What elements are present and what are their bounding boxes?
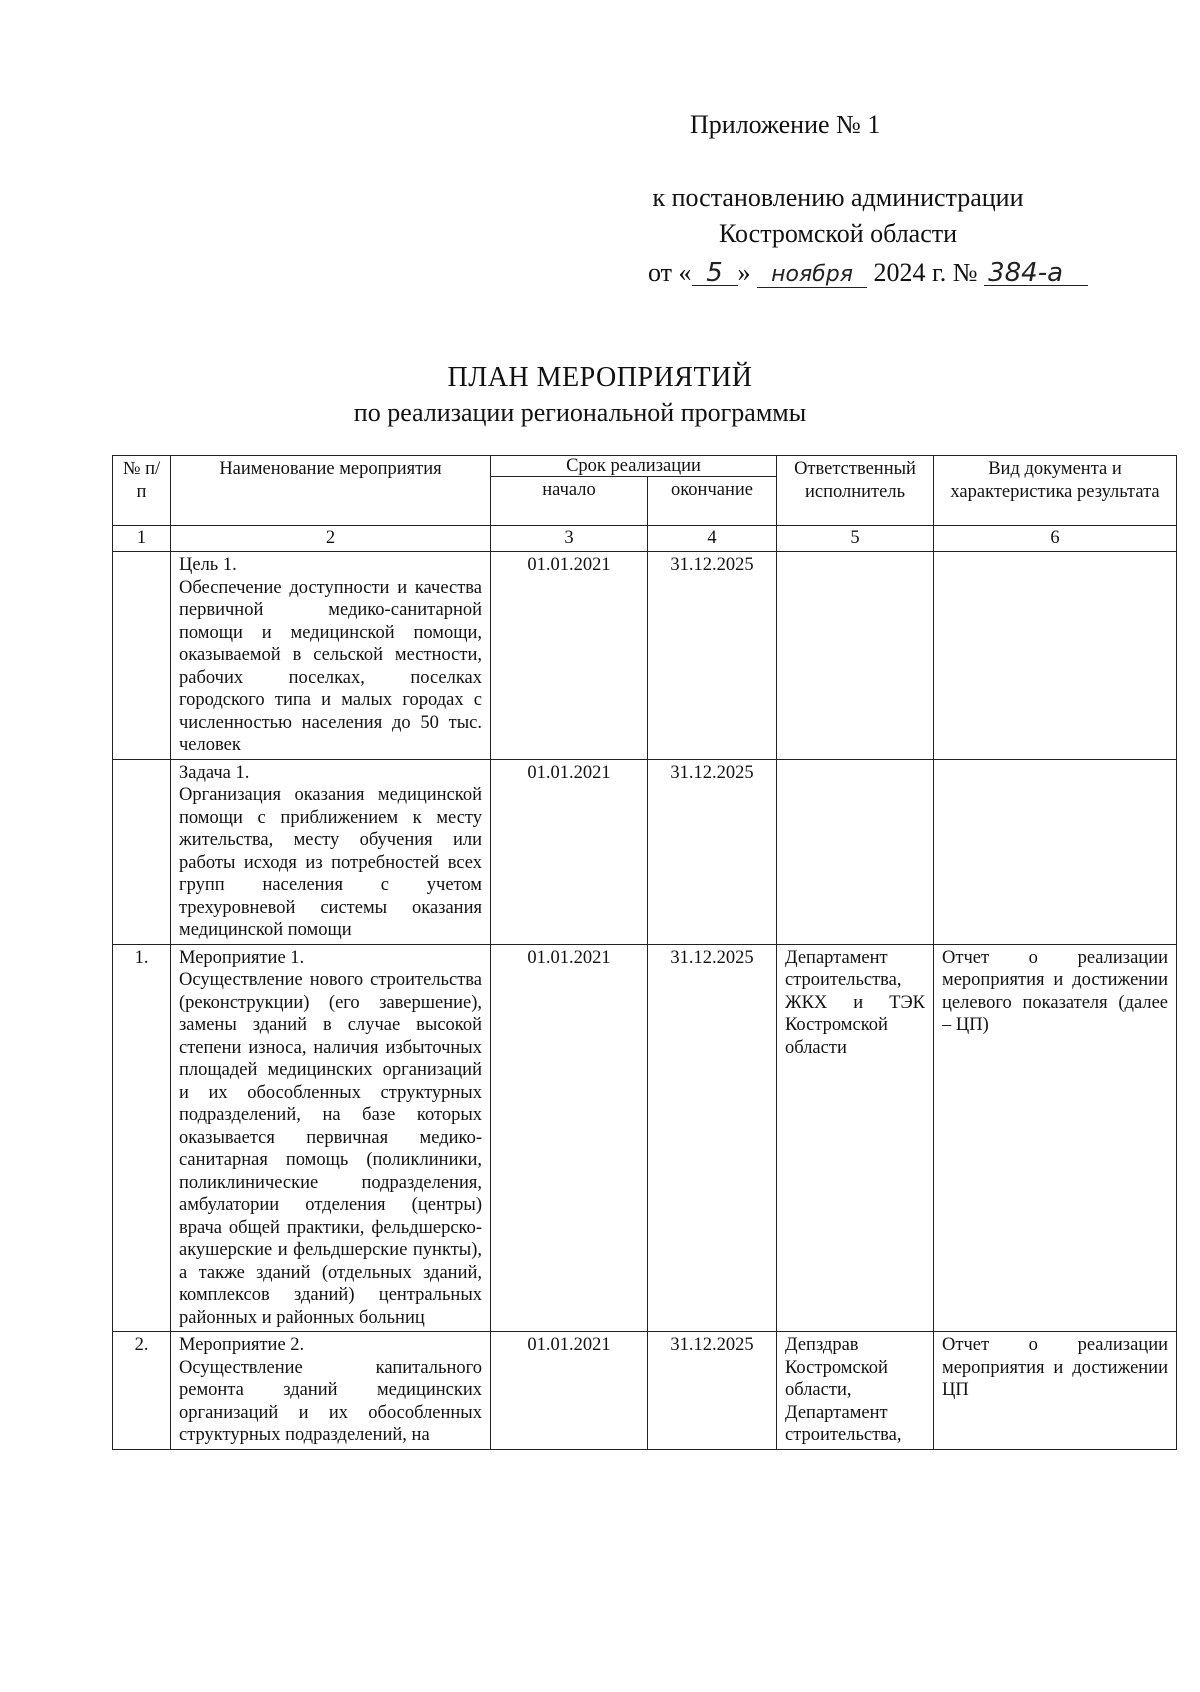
row-title: Цель 1. — [179, 555, 237, 575]
date-prefix: от « — [648, 258, 692, 287]
row-name — [171, 759, 491, 944]
handwritten-doc-number: 384-а — [984, 261, 1088, 286]
row-text: Организация оказания медицинской помощи с приближением к месту жительства, месту обучения или работы исходя из потребностей всех групп населения с учетом трехуровневой системы оказания медицинской помощи — [179, 785, 482, 940]
row-num: 2. — [113, 1332, 171, 1450]
date-year: 2024 г. № — [873, 258, 978, 287]
row-name — [171, 944, 491, 1332]
row-responsible — [777, 759, 934, 944]
row-end: 31.12.2025 — [648, 759, 777, 944]
row-result — [934, 552, 1177, 760]
annex-label: Приложение № 1 — [690, 110, 881, 139]
row-title: Задача 1. — [179, 762, 250, 783]
row-num: 1. — [113, 944, 171, 1332]
column-number: 4 — [648, 526, 777, 552]
plan-table — [112, 455, 1177, 1450]
column-number-row — [113, 526, 1177, 552]
row-name — [171, 552, 491, 760]
row-end: 31.12.2025 — [648, 552, 777, 760]
resolution-line-2: Костромской области — [718, 219, 958, 248]
header-num: № п/п — [113, 456, 171, 526]
resolution-date-line — [648, 258, 1088, 288]
handwritten-day: 5 — [692, 261, 738, 286]
header-start: начало — [491, 477, 648, 526]
column-number: 3 — [491, 526, 648, 552]
header-period: Срок реализации — [491, 456, 777, 477]
row-responsible: Департамент строительства, ЖКХ и ТЭК Костромской области — [777, 944, 934, 1332]
table-row-activity-2 — [113, 1332, 1177, 1450]
row-title: Мероприятие 1. — [179, 947, 305, 968]
resolution-line-1: к постановлению администрации — [652, 183, 1024, 212]
plan-title: ПЛАН МЕРОПРИЯТИЙ — [447, 362, 753, 393]
plan-subtitle: по реализации региональной программы — [353, 398, 807, 427]
table-row-activity-1 — [113, 944, 1177, 1332]
row-num — [113, 552, 171, 760]
column-number: 1 — [113, 526, 171, 552]
table-row-task-1 — [113, 759, 1177, 944]
handwritten-month: ноября — [757, 263, 867, 288]
column-number: 6 — [934, 526, 1177, 552]
column-number: 2 — [171, 526, 491, 552]
row-start: 01.01.2021 — [491, 552, 648, 760]
row-name — [171, 1332, 491, 1450]
row-end: 31.12.2025 — [648, 1332, 777, 1450]
row-result — [934, 759, 1177, 944]
row-responsible — [777, 552, 934, 760]
row-result: Отчет о реализации мероприятия и достижении целевого показателя (далее – ЦП) — [934, 944, 1177, 1332]
resolution-reference — [598, 180, 1078, 252]
header-responsible: Ответственный исполнитель — [777, 456, 934, 526]
row-responsible: Депздрав Костромской области, Департамент строительства, — [777, 1332, 934, 1450]
row-text: Обеспечение доступности и качества первичной медико-санитарной помощи и медицинской помощи, оказываемой в сельской местности, рабочих поселках, поселках городского типа и малых городах с численностью населения до 50 тыс. человек — [179, 577, 482, 755]
row-num — [113, 759, 171, 944]
table-header-row — [113, 456, 1177, 477]
table-row-goal-1 — [113, 552, 1177, 760]
header-name: Наименование мероприятия — [171, 456, 491, 526]
date-mid: » — [737, 258, 751, 287]
row-start: 01.01.2021 — [491, 759, 648, 944]
row-text: Осуществление нового строительства (реконструкции) (его завершение), замены зданий в случае высокой степени износа, наличия избыточных площадей медицинских организаций и их обособленных структурных подразделений, на базе которых оказывается первичная медико-санитарная помощь (поликлиники, поликлинические подразделения, амбулатории отделения (центры) врача общей практики, фельдшерско-акушерские и фельдшерские пункты), а также зданий (отдельных зданий, комплексов зданий) центральных районных и районных больниц — [179, 970, 482, 1328]
row-text: Осуществление капитального ремонта зданий медицинских организаций и их обособленных структурных подразделений, на — [179, 1357, 482, 1445]
row-end: 31.12.2025 — [648, 944, 777, 1332]
row-result: Отчет о реализации мероприятия и достижении ЦП — [934, 1332, 1177, 1450]
header-end: окончание — [648, 477, 777, 526]
row-start: 01.01.2021 — [491, 944, 648, 1332]
column-number: 5 — [777, 526, 934, 552]
row-title: Мероприятие 2. — [179, 1335, 305, 1355]
header-result: Вид документа и характеристика результата — [934, 456, 1177, 526]
row-start: 01.01.2021 — [491, 1332, 648, 1450]
